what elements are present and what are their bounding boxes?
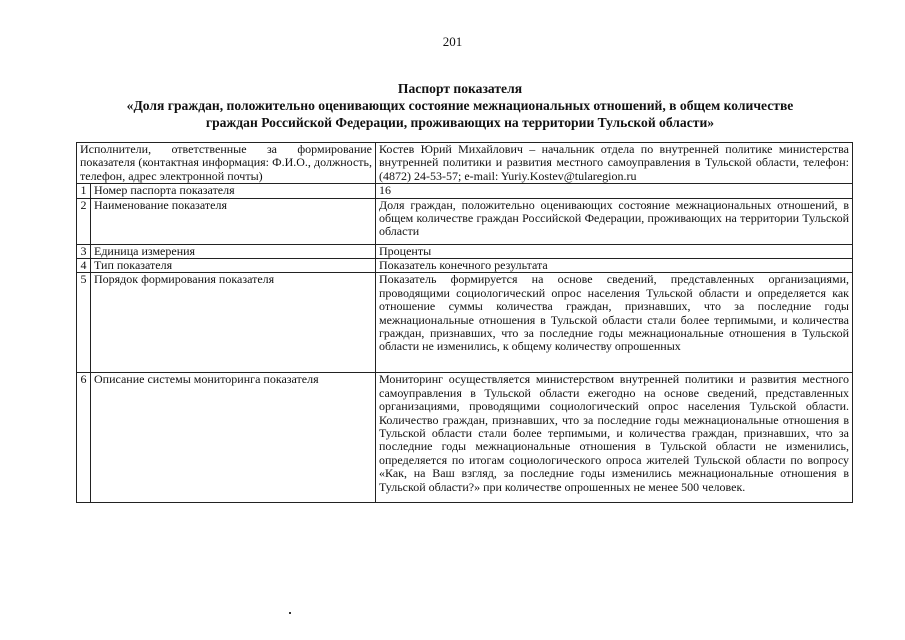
row-value: Показатель конечного результата xyxy=(376,259,853,273)
row-label: Описание системы мониторинга показателя xyxy=(91,373,376,503)
heading-subtitle-line-1: «Доля граждан, положительно оценивающих состояние межнациональных отношений, в общем количестве xyxy=(126,98,794,113)
executors-label: Исполнители, ответственные за формирование показателя (контактная информация: Ф.И.О., должность, телефон, адрес электронной почты) xyxy=(77,143,376,184)
row-number: 2 xyxy=(77,198,91,244)
row-label: Номер паспорта показателя xyxy=(91,184,376,198)
table-row xyxy=(77,273,853,373)
scan-speck xyxy=(289,612,291,614)
table-row xyxy=(77,198,853,244)
row-label: Тип показателя xyxy=(91,259,376,273)
document-heading xyxy=(60,80,860,131)
row-number: 5 xyxy=(77,273,91,373)
row-label: Единица измерения xyxy=(91,244,376,258)
executors-value: Костев Юрий Михайлович – начальник отдела по внутренней политике министерства внутренней политики и развития местного самоуправления в Тульской области, телефон: (4872) 24-53-57; e-mail: Yuriy.Kostev@tularegion.ru xyxy=(376,143,853,184)
row-number: 6 xyxy=(77,373,91,503)
table-row xyxy=(77,184,853,198)
row-label: Наименование показателя xyxy=(91,198,376,244)
executors-row xyxy=(77,143,853,184)
heading-title: Паспорт показателя xyxy=(397,81,523,96)
page-number: 201 xyxy=(442,34,463,49)
heading-subtitle-line-2: граждан Российской Федерации, проживающих на территории Тульской области» xyxy=(205,115,715,130)
row-number: 4 xyxy=(77,259,91,273)
row-value: Доля граждан, положительно оценивающих состояние межнациональных отношений, в общем количестве граждан Российской Федерации, проживающих на территории Тульской области xyxy=(376,198,853,244)
table-row xyxy=(77,244,853,258)
row-value: Проценты xyxy=(376,244,853,258)
row-value: Мониторинг осуществляется министерством внутренней политики и развития местного самоуправления в Тульской области ежегодно на основе сведений, представленных организациями, проводящими социологический опрос населения Тульской области. Количество граждан, признавших, что за последние годы межнациональные отношения в Тульской области стали более терпимыми, и количества граждан, признавших, что за последние годы межнациональные отношения в Тульской области не изменились, определяется по итогам социологического опроса жителей Тульской области по вопросу «Как, на Ваш взгляд, за последние годы изменились межнациональные отношения в Тульской области?» при количестве опрошенных не менее 500 человек. xyxy=(376,373,853,503)
table-row xyxy=(77,259,853,273)
row-label: Порядок формирования показателя xyxy=(91,273,376,373)
row-value: Показатель формируется на основе сведений, представленных организациями, проводящими социологический опрос населения Тульской области и определяется как отношение суммы количества граждан, признавших, что за последние годы межнациональные отношения в Тульской области стали более терпимыми, и количества граждан, признавших, что за последние годы межнациональные отношения в Тульской области не изменились, к общему количеству опрошенных xyxy=(376,273,853,373)
table-row xyxy=(77,373,853,503)
passport-table xyxy=(76,142,853,503)
row-number: 3 xyxy=(77,244,91,258)
row-number: 1 xyxy=(77,184,91,198)
row-value: 16 xyxy=(376,184,853,198)
